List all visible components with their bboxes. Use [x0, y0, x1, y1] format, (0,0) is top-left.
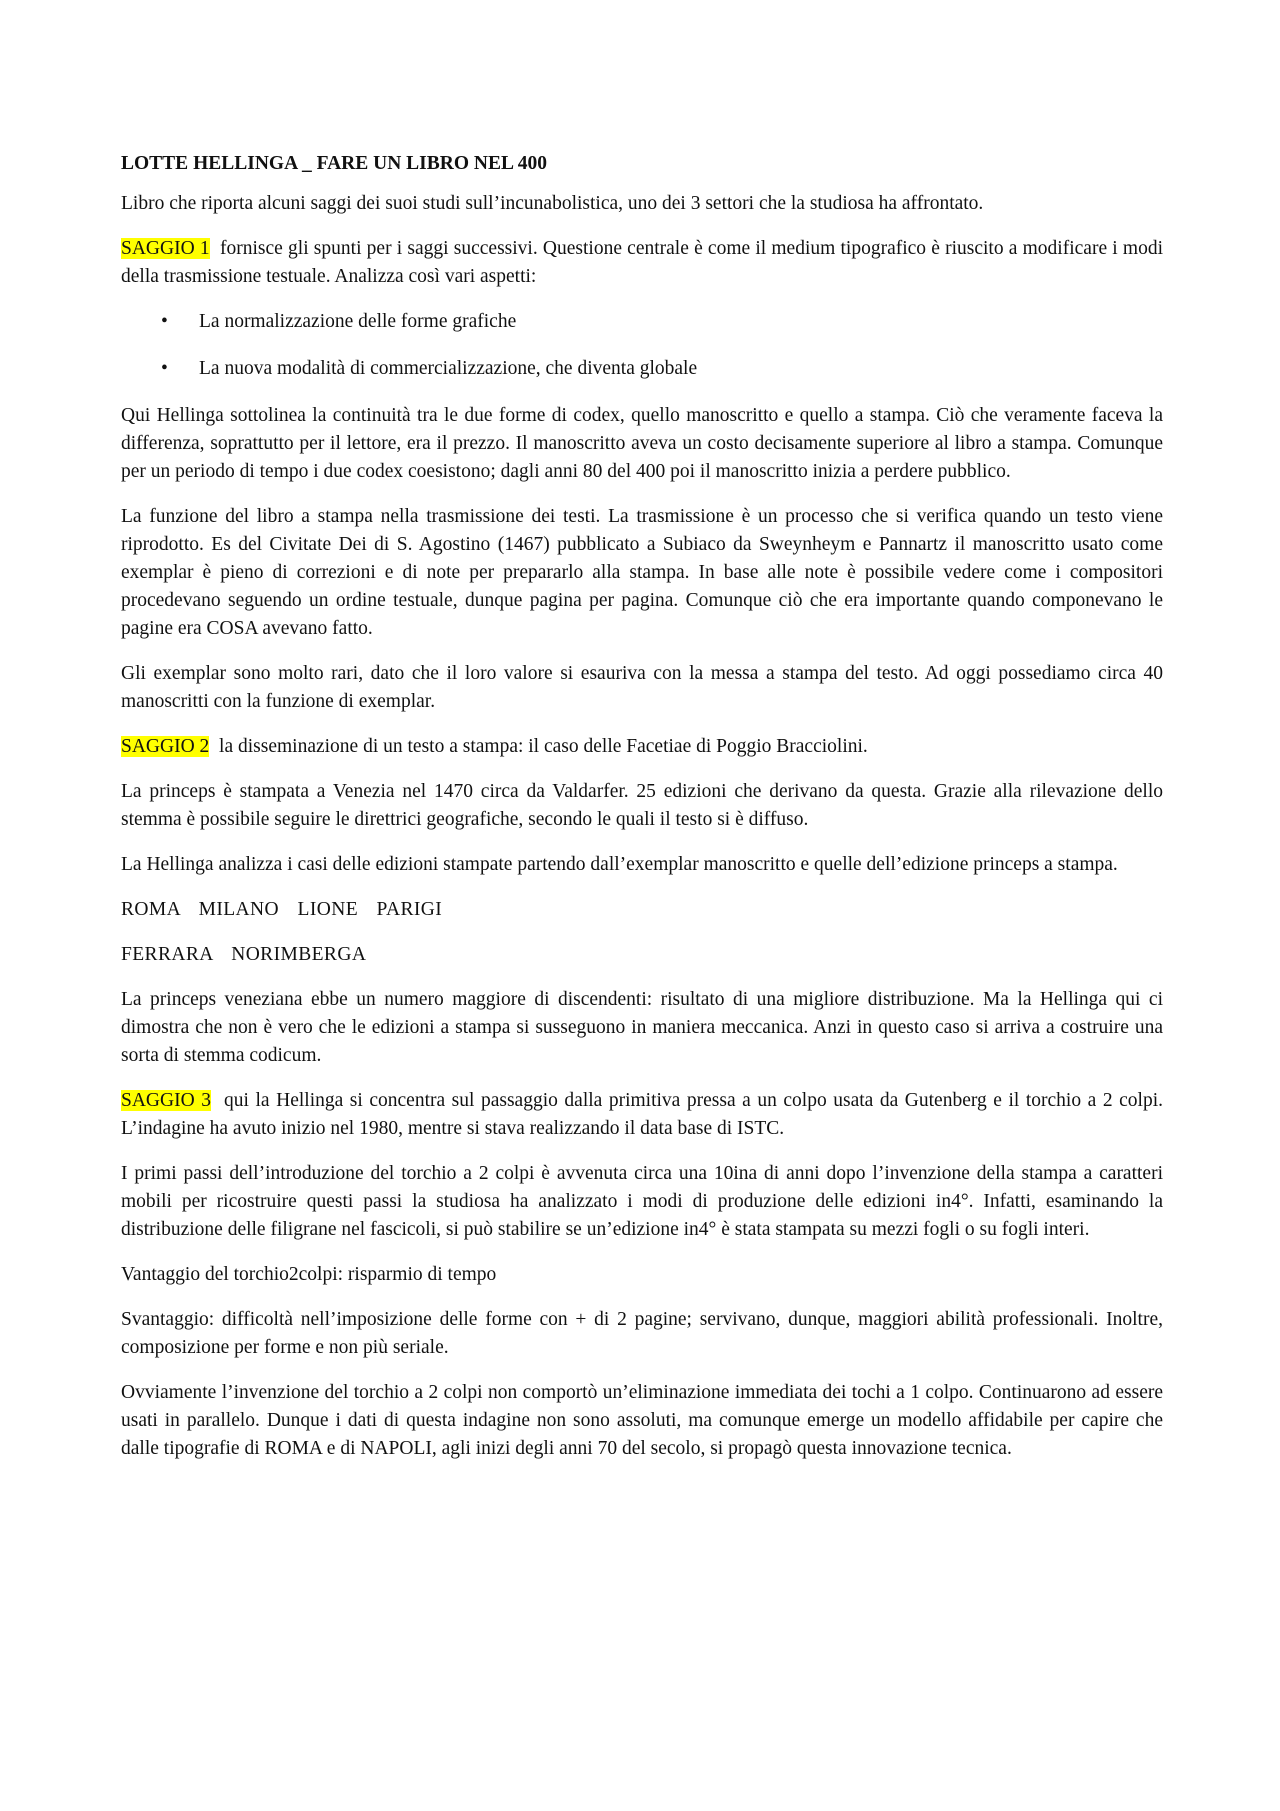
list-item [121, 308, 1163, 336]
cities-line-2: FERRARA NORIMBERGA [121, 944, 367, 965]
paragraph-saggio-1 [121, 235, 1168, 291]
paragraph-funzione: La funzione del libro a stampa nella trasmissione dei testi. La trasmissione è un processo che si verifica quando un testo viene riprodotto. Es del Civitate Dei di S. Agostino (1467) pubblicato a Subiaco da Sweynheym e Pannartz il manoscritto usato come exemplar è pieno di correzioni e di note per prepararlo alla stampa. In base alle note è possibile vedere come i compositori procedevano seguendo un ordine testuale, dunque pagina per pagina. Comunque ciò che era importante quando componevano le pagine era COSA avevano fatto. [121, 506, 1163, 639]
paragraph-saggio-2 [121, 733, 1163, 761]
paragraph-svantaggio: Svantaggio: difficoltà nell’imposizione delle forme con + di 2 pagine; servivano, dunque, maggiori abilità professionali. Inoltre, composizione per forme e non più seriale. [121, 1309, 1163, 1358]
paragraph-saggio-3 [121, 1087, 1168, 1143]
document-page [121, 150, 1168, 1480]
bullet-list [121, 308, 1163, 383]
paragraph-intro: Libro che riporta alcuni saggi dei suoi studi sull’incunabolistica, uno dei 3 settori che la studiosa ha affrontato. [121, 193, 984, 214]
bullet-icon: • [161, 358, 168, 379]
paragraph-vantaggio: Vantaggio del torchio2colpi: risparmio di tempo [121, 1264, 497, 1285]
paragraph-analizza: La Hellinga analizza i casi delle edizioni stampate partendo dall’exemplar manoscritto e quelle dell’edizione princeps a stampa. [121, 854, 1118, 875]
saggio-2-text: la disseminazione di un testo a stampa: il caso delle Facetiae di Poggio Bracciolini. [209, 736, 868, 757]
document-title: LOTTE HELLINGA _ FARE UN LIBRO NEL 400 [121, 153, 548, 174]
paragraph-exemplar: Gli exemplar sono molto rari, dato che il loro valore si esauriva con la messa a stampa del testo. Ad oggi possediamo circa 40 manoscritti con la funzione di exemplar. [121, 663, 1163, 712]
list-item [121, 355, 1163, 383]
paragraph-ovviamente: Ovviamente l’invenzione del torchio a 2 colpi non comportò un’eliminazione immediata dei tochi a 1 colpo. Continuarono ad essere usati in parallelo. Dunque i dati di questa indagine non sono assoluti, ma comunque emerge un modello affidabile per capire che dalle tipografie di ROMA e di NAPOLI, agli inizi degli anni 70 del secolo, si propagò questa innovazione tecnica. [121, 1382, 1163, 1459]
saggio-3-text: qui la Hellinga si concentra sul passaggio dalla primitiva pressa a un colpo usata da Gutenberg e il torchio a 2 colpi. L’indagine ha avuto inizio nel 1980, mentre si stava realizzando il data base di ISTC. [121, 1090, 1168, 1139]
saggio-1-highlight-label: SAGGIO 1 [121, 238, 210, 259]
saggio-1-text: fornisce gli spunti per i saggi successivi. Questione centrale è come il medium tipografico è riuscito a modificare i modi della trasmissione testuale. Analizza così vari aspetti: [121, 238, 1168, 287]
cities-line-1: ROMA MILANO LIONE PARIGI [121, 899, 443, 920]
paragraph-primi-passi: I primi passi dell’introduzione del torchio a 2 colpi è avvenuta circa una 10ina di anni dopo l’invenzione della stampa a caratteri mobili per ricostruire questi passi la studiosa ha analizzato i modi di produzione delle edizioni in4°. Infatti, esaminando la distribuzione delle filigrane nel fascicoli, si può stabilire se un’edizione in4° è stata stampata su mezzi fogli o su fogli interi. [121, 1163, 1163, 1240]
bullet-text: La nuova modalità di commercializzazione, che diventa globale [199, 358, 698, 379]
bullet-icon: • [161, 311, 168, 332]
saggio-2-highlight-label: SAGGIO 2 [121, 736, 210, 757]
saggio-3-highlight-label: SAGGIO 3 [121, 1090, 211, 1111]
paragraph-princeps: La princeps è stampata a Venezia nel 1470 circa da Valdarfer. 25 edizioni che derivano da questa. Grazie alla rilevazione dello stemma è possibile seguire le direttrici geografiche, secondo le quali il testo si è diffuso. [121, 781, 1163, 830]
bullet-text: La normalizzazione delle forme grafiche [199, 311, 517, 332]
paragraph-continuita: Qui Hellinga sottolinea la continuità tra le due forme di codex, quello manoscritto e quello a stampa. Ciò che veramente faceva la differenza, soprattutto per il lettore, era il prezzo. Il manoscritto aveva un costo decisamente superiore al libro a stampa. Comunque per un periodo di tempo i due codex coesistono; dagli anni 80 del 400 poi il manoscritto inizia a perdere pubblico. [121, 405, 1163, 482]
paragraph-veneziana: La princeps veneziana ebbe un numero maggiore di discendenti: risultato di una migliore distribuzione. Ma la Hellinga qui ci dimostra che non è vero che le edizioni a stampa si susseguono in maniera meccanica. Anzi in questo caso si arriva a costruire una sorta di stemma codicum. [121, 989, 1163, 1066]
